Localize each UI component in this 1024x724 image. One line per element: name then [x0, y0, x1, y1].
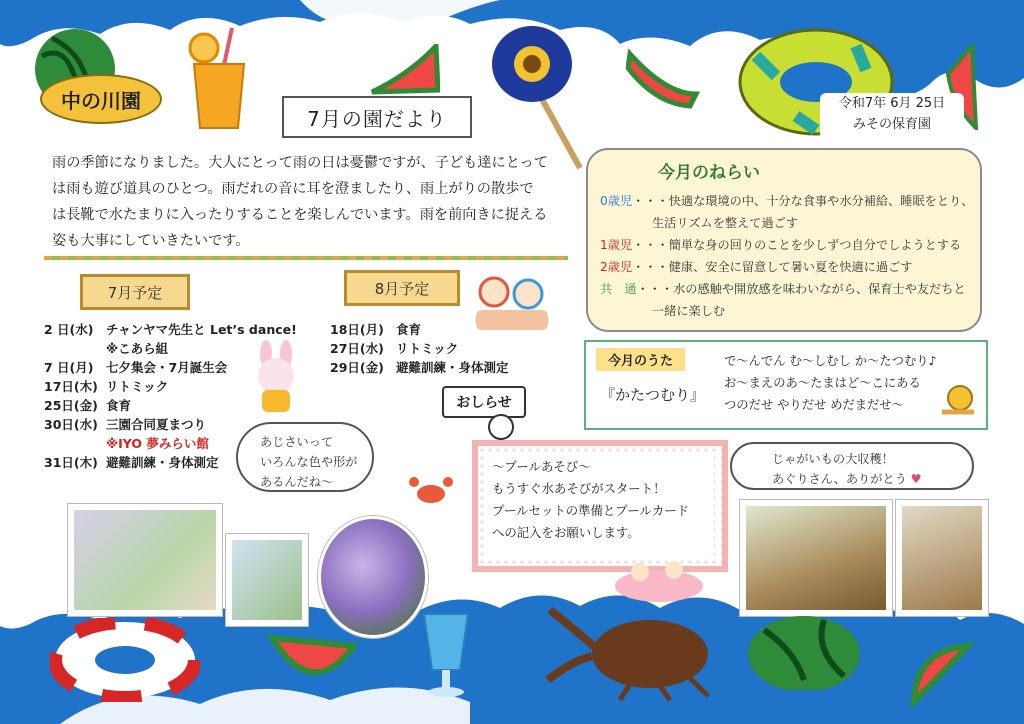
aim-row: 共 通・・・水の感触や開放感を味わいながら、保育士や友だちと	[600, 282, 966, 296]
aim-row: 0歳児・・・快適な環境の中、十分な食事や水分補給、睡眠をとり、	[600, 194, 974, 208]
kiddie-pool-icon	[612, 552, 706, 604]
notice-line: ～プールあそび～	[492, 459, 591, 474]
schedule-row: 30日(水) 三園合同夏まつり	[44, 417, 207, 432]
juice-glass-icon	[182, 24, 256, 136]
notice-line: プールセットの準備とプールカード	[492, 503, 690, 518]
watermelon-slice-icon	[268, 632, 358, 692]
watermelon-slice-icon	[906, 640, 976, 710]
aim-row: 2歳児・・・健康、安全に留意して暑い夏を快適に過ごす	[600, 260, 913, 274]
schedule-row: 25日(金) 食育	[44, 398, 132, 413]
publisher-name: みその保育園	[852, 117, 931, 132]
august-heading: 8月予定	[344, 270, 460, 306]
song-lyrics	[724, 350, 936, 416]
lyric-line: お～まえのあ～たまはど～こにある	[724, 376, 921, 390]
issue-date-box	[820, 93, 964, 139]
school-badge: 中の川園	[40, 74, 162, 124]
notice-label: おしらせ	[442, 386, 526, 418]
aim-row: 生活リズムを整えて過ごす	[652, 216, 799, 230]
swim-ring-icon	[50, 618, 200, 702]
schedule-row: 18日(月) 食育	[330, 322, 422, 337]
schedule-row: 29日(金) 避難訓練・身体測定	[330, 360, 509, 375]
watermelon-slice-icon	[370, 44, 440, 96]
crab-icon	[408, 474, 454, 508]
rabbit-illustration-icon	[246, 340, 306, 416]
beetle-icon	[540, 604, 730, 702]
song-tag: 今月のうた	[596, 348, 685, 371]
heart-icon: ♥	[910, 472, 922, 486]
lyric-line: で～んでん む～しむし か～たつむり♪	[724, 354, 937, 368]
newsletter-title: 7月の園だより	[282, 96, 472, 138]
sheep-icon	[486, 412, 516, 442]
issue-date: 令和7年 6月 25日	[838, 96, 946, 111]
schedule-row: 17日(木) リトミック	[44, 379, 169, 394]
section-divider	[44, 256, 568, 260]
child-flower-photo	[226, 534, 308, 626]
song-title: 『かたつむり』	[600, 386, 706, 404]
kids-illustration-icon	[470, 270, 554, 334]
watermelon-slice-icon	[626, 44, 700, 110]
potato-speech-bubble: じゃがいもの大収穫！ あぐりさん、ありがとう ♥	[730, 442, 974, 490]
schedule-row: 31日(木) 避難訓練・身体測定	[44, 455, 219, 470]
watermelon-ball-icon	[744, 610, 864, 690]
schedule-row: 2 日(水) チャンヤマ先生と Let’s dance!	[44, 322, 297, 337]
potato-harvest-photo	[740, 500, 892, 616]
intro-line: は雨も遊び道具のひとつ。雨だれの音に耳を澄ましたり、雨上がりの散歩で	[52, 181, 534, 197]
schedule-row: 27日(水) リトミック	[330, 341, 459, 356]
notice-line: もうすぐ水あそびがスタート！	[492, 481, 666, 496]
intro-line: 姿も大事にしていきたいです。	[52, 233, 250, 249]
child-digging-photo	[896, 500, 988, 616]
intro-line: は長靴で水たまりに入ったりすることを楽しんでいます。雨を前向きに捉える	[52, 207, 548, 223]
hydrangea-speech-bubble: あじさいって いろんな色や形が あるんだね～	[236, 422, 374, 492]
aim-row: 1歳児・・・簡単な身の回りのことを少しずつ自分でしようとする	[600, 238, 962, 252]
snail-icon	[938, 382, 978, 416]
july-schedule	[44, 320, 297, 472]
intro-line: 雨の季節になりました。大人にとって雨の日は憂鬱ですが、子ども達にとって	[52, 155, 548, 171]
notice-line: への記入をお願いします。	[492, 525, 640, 540]
schedule-row: ※IYO 夢みらい館	[106, 436, 209, 451]
intro-paragraph	[52, 150, 572, 254]
aim-row: 一緒に楽しむ	[652, 304, 726, 318]
july-heading: 7月予定	[80, 274, 190, 310]
schedule-row: 7 日(月) 七夕集会・7月誕生会	[44, 360, 228, 375]
monthly-aims-box	[586, 148, 982, 332]
monthly-song-box	[584, 340, 988, 430]
kids-hydrangea-photo	[68, 504, 222, 616]
schedule-row: ※こあら組	[106, 341, 169, 356]
aims-heading: 今月のねらい	[658, 163, 760, 183]
lyric-line: つのだせ やりだせ めだまだせ～	[724, 398, 904, 412]
soda-glass-icon	[416, 600, 476, 700]
hydrangea-photo	[318, 516, 428, 638]
